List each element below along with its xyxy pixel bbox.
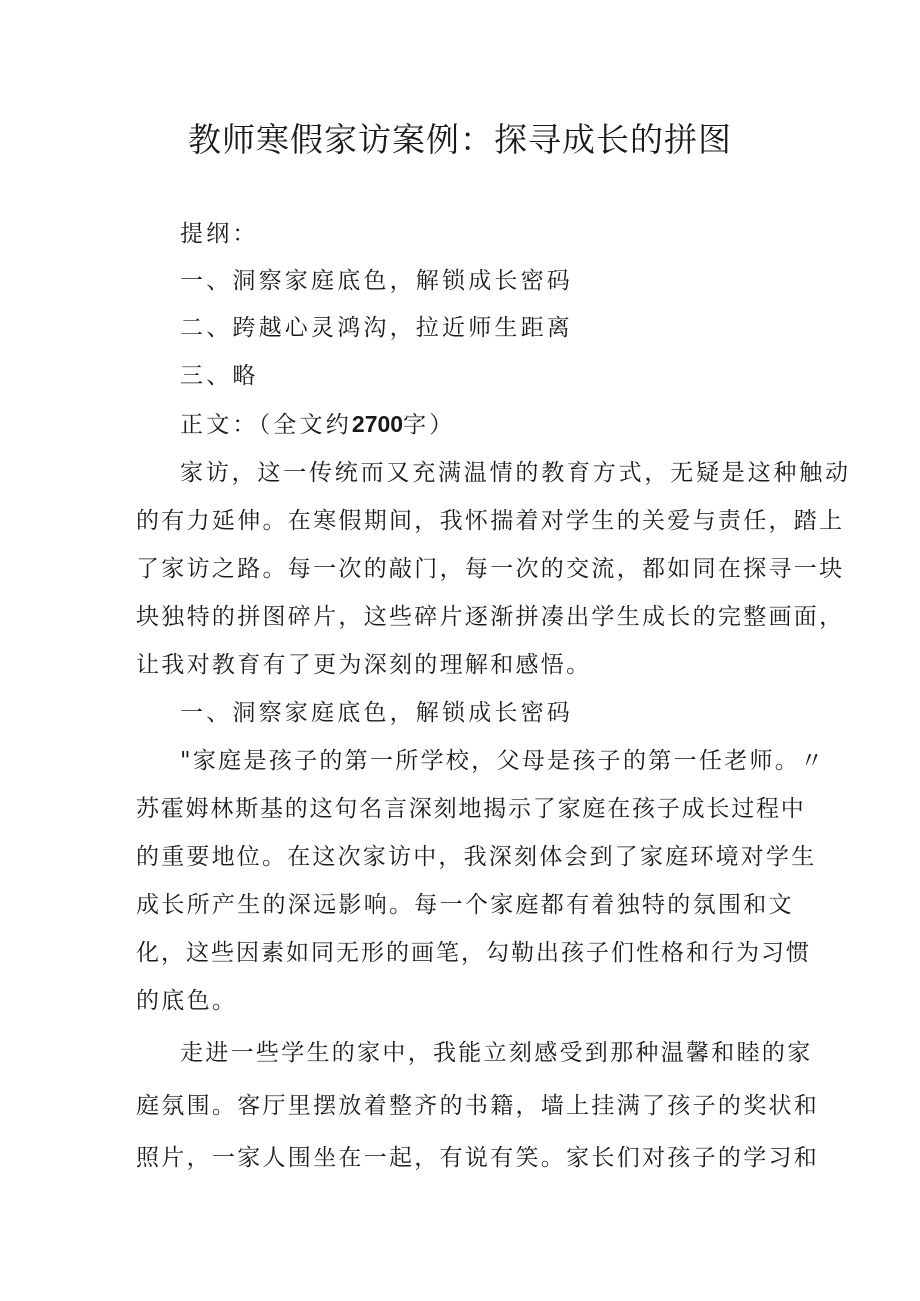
paragraph-3-line-2: 庭氛围。客厅里摆放着整齐的书籍，墙上挂满了孩子的奖状和 — [136, 1093, 820, 1119]
body-label — [180, 408, 455, 441]
paragraph-1-line-1: 家访，这一传统而又充满温情的教育方式，无疑是这种触动 — [180, 460, 851, 486]
body-label-prefix: 正文：（全文约 — [180, 412, 352, 438]
body-word-count: 2700 — [351, 411, 404, 437]
paragraph-1-line-5: 让我对教育有了更为深刻的理解和感悟。 — [136, 652, 592, 678]
outline-item-1: 一、洞察家庭底色，解锁成长密码 — [180, 268, 573, 294]
paragraph-1-line-3: 了家访之路。每一次的敲门，每一次的交流，都如同在探寻一块 — [136, 556, 845, 582]
paragraph-2-line-1: "家庭是孩子的第一所学校，父母是孩子的第一任老师。〃 — [180, 748, 826, 774]
section-1-heading: 一、洞察家庭底色，解锁成长密码 — [180, 700, 573, 726]
outline-item-2: 二、跨越心灵鸿沟，拉近师生距离 — [180, 315, 573, 341]
paragraph-1-line-2: 的有力延伸。在寒假期间，我怀揣着对学生的关爱与责任，踏上 — [136, 508, 845, 534]
paragraph-2-line-5: 化，这些因素如同无形的画笔，勾勒出孩子们性格和行为习惯 — [136, 940, 811, 966]
body-label-suffix: 字） — [403, 412, 456, 438]
paragraph-1-line-4: 块独特的拼图碎片，这些碎片逐渐拼凑出学生成长的完整画面， — [136, 604, 845, 630]
paragraph-2-line-4: 成长所产生的深远影响。每一个家庭都有着独特的氛围和文 — [136, 892, 794, 918]
paragraph-2-line-6: 的底色。 — [136, 988, 238, 1014]
outline-item-3: 三、略 — [180, 363, 259, 389]
paragraph-3-line-3: 照片，一家人围坐在一起，有说有笑。家长们对孩子的学习和 — [136, 1145, 820, 1171]
paragraph-2-line-2: 苏霍姆林斯基的这句名言深刻地揭示了家庭在孩子成长过程中 — [136, 796, 806, 822]
document-title: 教师寒假家访案例：探寻成长的拼图 — [188, 120, 732, 159]
paragraph-3-line-1: 走进一些学生的家中，我能立刻感受到那种温馨和睦的家 — [180, 1040, 813, 1066]
outline-label: 提纲： — [180, 221, 259, 247]
paragraph-2-line-3: 的重要地位。在这次家访中，我深刻体会到了家庭环境对学生 — [136, 844, 817, 870]
